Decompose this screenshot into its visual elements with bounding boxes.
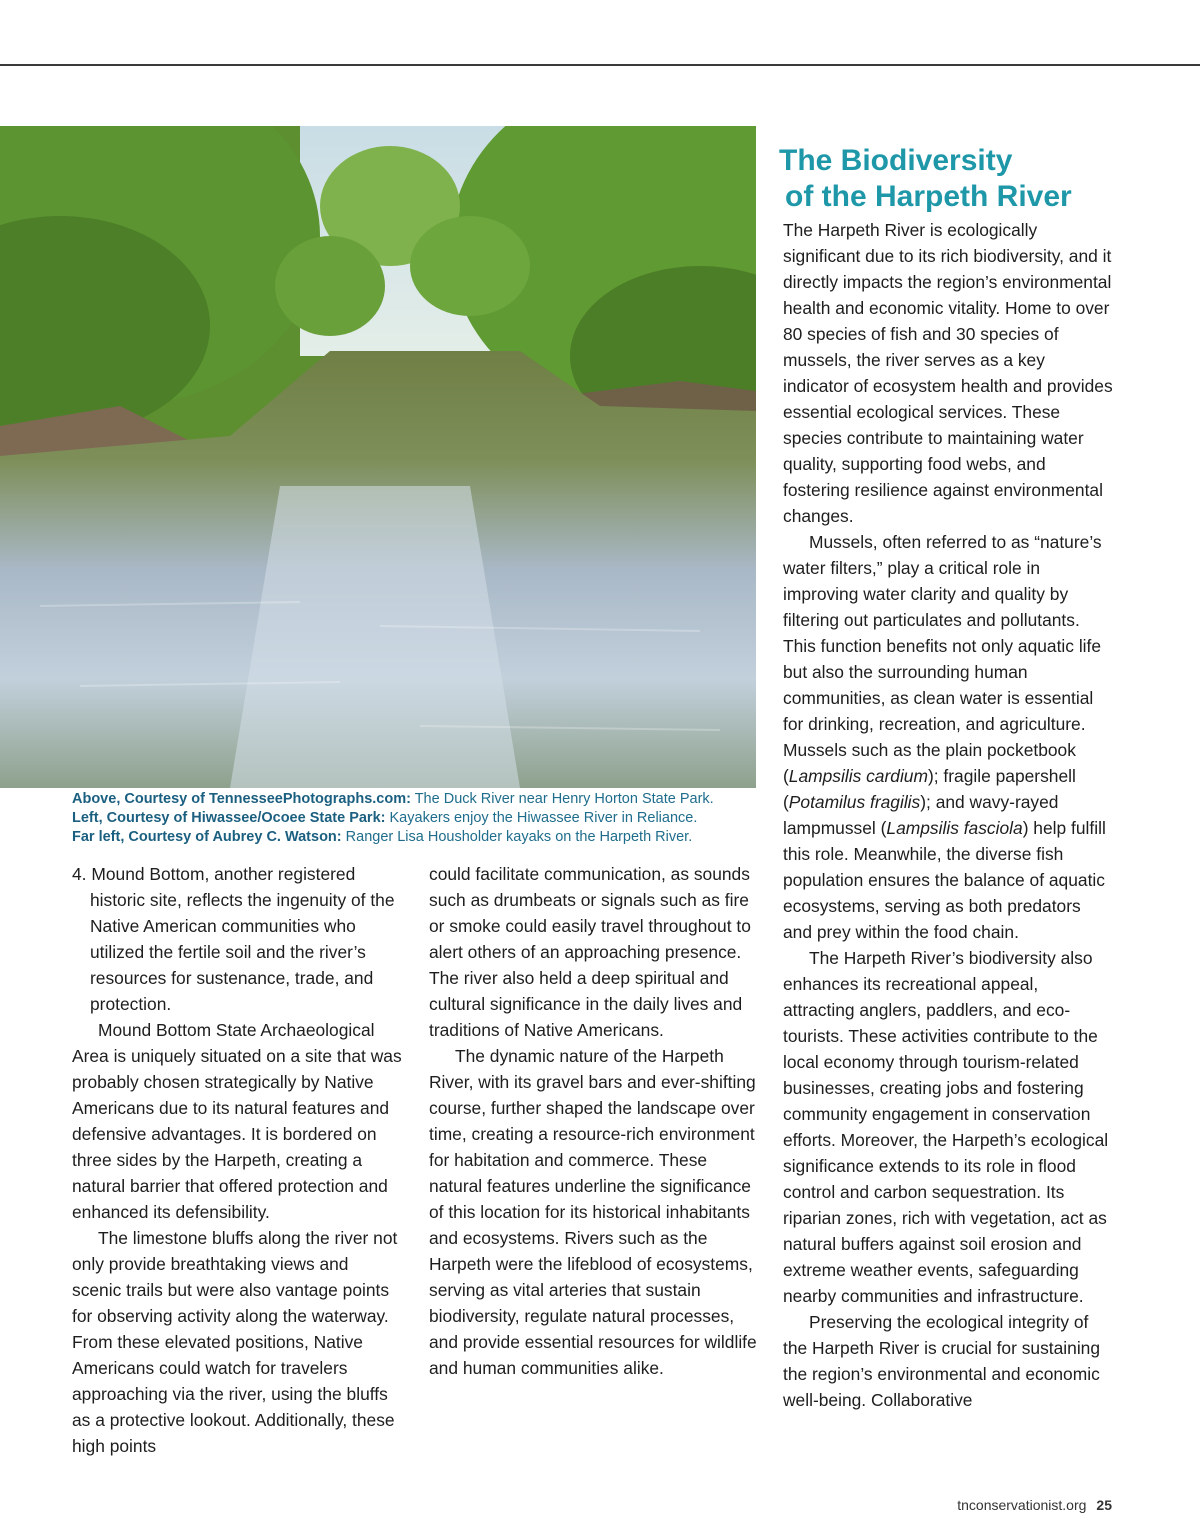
sidebar-title [779, 143, 1189, 215]
species-name: Lampsilis cardium [788, 766, 928, 786]
item-text: Mound Bottom, another registered historic site, reflects the ingenuity of the Native American communities who utilized the fertile soil and the river’s resources for sustenance, trade, and protection. [90, 864, 395, 1014]
text-run: ); fragile papershell ( [783, 766, 1076, 812]
paragraph: could facilitate communication, as sounds such as drumbeats or signals such as fire or smoke could easily travel throughout to alert others of an approaching presence. The river also held a deep spiritual and cultural significance in the daily lives and traditions of Native Americans. [429, 864, 751, 1040]
caption-text: Ranger Lisa Housholder kayaks on the Harpeth River. [341, 829, 693, 845]
sidebar-title-line1: The Biodiversity [779, 144, 1013, 177]
paragraph: Preserving the ecological integrity of the Harpeth River is crucial for sustaining the region’s environmental and economic well-being. Collaborative [783, 1312, 1101, 1410]
paragraph: The limestone bluffs along the river not only provide breathtaking views and scenic trails but were also vantage points for observing activity along the waterway. From these elevated positions, Native Americans could watch for travelers approaching via the river, using the bluffs as a protective lookout. Additionally, these high points [72, 1228, 398, 1456]
text-run: ); and wavy-rayed lampmussel ( [783, 792, 1059, 838]
article-column-2 [429, 861, 759, 1381]
page-footer [957, 1497, 1112, 1513]
numbered-item [72, 861, 402, 1017]
caption-text: Kayakers enjoy the Hiwassee River in Reliance. [385, 810, 698, 826]
text-run: Mussels, often referred to as “nature’s water filters,” play a critical role in improving water clarity and quality by filtering out particulates and pollutants. This function benefits not only aquatic life but also the surrounding human communities, as clean water is essential for drinking, recreation, and agriculture. Mussels such as the plain pocketbook ( [783, 532, 1102, 786]
sidebar-title-line2: of the Harpeth River [785, 180, 1072, 213]
caption-text: The Duck River near Henry Horton State Park. [410, 791, 714, 807]
caption-line-above [72, 790, 762, 809]
paragraph: The Harpeth River’s biodiversity also enhances its recreational appeal, attracting anglers, paddlers, and eco-tourists. These activities contribute to the local economy through tourism-related businesses, creating jobs and fostering community engagement in conservation efforts. Moreover, the Harpeth’s ecological significance extends to its role in flood control and carbon sequestration. Its riparian zones, rich with vegetation, act as natural buffers against soil erosion and extreme weather events, safeguarding nearby communities and infrastructure. [783, 948, 1109, 1306]
paragraph: The dynamic nature of the Harpeth River, with its gravel bars and ever-shifting course, further shaped the landscape over time, creating a resource-rich environment for habitation and commerce. These natural features underline the significance of this location for its historical inhabitants and ecosystems. Rivers such as the Harpeth were the lifeblood of ecosystems, serving as vital arteries that sustain biodiversity, regulate natural processes, and provide essential resources for wildlife and human communities alike. [429, 1046, 757, 1378]
article-column-1 [72, 861, 402, 1459]
page-number: 25 [1096, 1497, 1112, 1513]
item-number: 4. [72, 864, 87, 884]
caption-line-far-left [72, 828, 762, 847]
footer-site: tnconservationist.org [957, 1497, 1087, 1513]
paragraph: Mound Bottom State Archaeological Area is uniquely situated on a site that was probably chosen strategically by Native Americans due to its natural features and defensive advantages. It is bordered on three sides by the Harpeth, creating a natural barrier that offered protection and enhanced its defensibility. [72, 1020, 402, 1222]
caption-credit: Above, Courtesy of TennesseePhotographs.com: [72, 791, 411, 807]
river-photo [0, 126, 756, 788]
sidebar-column [783, 217, 1113, 1413]
species-name: Potamilus fragilis [788, 792, 921, 812]
species-name: Lampsilis fasciola [886, 818, 1023, 838]
caption-credit: Left, Courtesy of Hiwassee/Ocoee State Park: [72, 810, 386, 826]
text-run: ) help fulfill this role. Meanwhile, the diverse fish population ensures the balance of aquatic ecosystems, serving as both predators and prey within the food chain. [783, 818, 1106, 942]
paragraph [783, 529, 1113, 945]
paragraph: The Harpeth River is ecologically significant due to its rich biodiversity, and it directly impacts the region’s environmental health and economic vitality. Home to over 80 species of fish and 30 species of mussels, the river serves as a key indicator of ecosystem health and provides essential ecological services. These species contribute to maintaining water quality, supporting food webs, and fostering resilience against environmental changes. [783, 220, 1113, 526]
river-photo-icon [0, 126, 756, 788]
caption-credit: Far left, Courtesy of Aubrey C. Watson: [72, 829, 342, 845]
top-rule [0, 64, 1200, 66]
caption-line-left [72, 809, 762, 828]
photo-caption [72, 790, 762, 847]
